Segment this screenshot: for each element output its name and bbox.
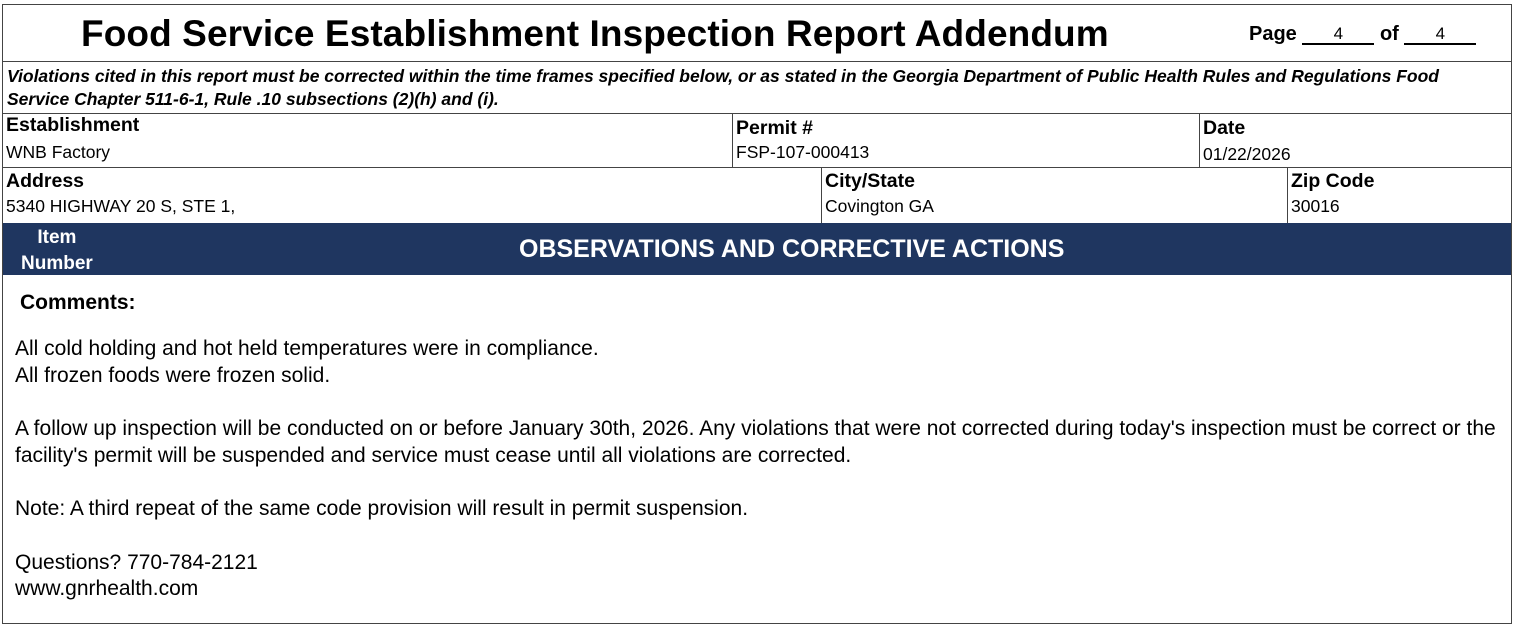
of-label: of <box>1379 23 1399 45</box>
page-label: Page <box>1249 23 1297 45</box>
zip-label: Zip Code <box>1291 170 1375 192</box>
report-form <box>2 4 1512 624</box>
permit-value: FSP-107-000413 <box>736 142 870 162</box>
comments-paragraph-4 <box>15 550 1505 603</box>
city-state-cell <box>821 167 1287 223</box>
permit-label: Permit # <box>736 117 813 139</box>
comments-body <box>15 336 1505 630</box>
address-label: Address <box>6 170 85 192</box>
address-cell <box>3 167 821 223</box>
comments-paragraph-3: Note: A third repeat of the same code provision will result in permit suspension. <box>15 497 749 520</box>
zip-value: 30016 <box>1291 196 1340 216</box>
establishment-label: Establishment <box>6 114 140 136</box>
phone-line: Questions? 770-784-2121 <box>15 550 258 574</box>
zip-cell <box>1287 167 1511 223</box>
date-label: Date <box>1203 117 1246 139</box>
city-state-label: City/State <box>825 170 915 192</box>
date-cell <box>1199 113 1511 167</box>
report-title: Food Service Establishment Inspection Report Addendum <box>81 13 1109 54</box>
comment-line: All cold holding and hot held temperatures were in compliance. <box>15 337 599 360</box>
city-state-value: Covington GA <box>825 196 934 216</box>
establishment-row <box>3 113 1511 168</box>
website-line: www.gnrhealth.com <box>15 577 199 600</box>
address-row <box>3 167 1511 223</box>
date-value: 01/22/2026 <box>1203 144 1291 164</box>
comment-line: All frozen foods were frozen solid. <box>15 363 331 387</box>
establishment-value: WNB Factory <box>6 142 111 162</box>
permit-cell <box>732 113 1199 167</box>
observations-header-band <box>3 223 1511 275</box>
item-number-header <box>21 225 93 277</box>
comments-paragraph-1 <box>15 336 1505 389</box>
comments-paragraph-2: A follow up inspection will be conducted on or before January 30th, 2026. Any violations that were not corrected during today's inspection must be correct or the facility's permit will be suspended and service must cease until all violations are corrected. <box>15 417 1496 467</box>
report-header <box>3 5 1511 62</box>
intro-text: Violations cited in this report must be corrected within the time frames specified below, or as stated in the Georgia Department of Public Health Rules and Regulations Food Service Chapter 511-6-1, Rule .10 subsections (2)(h) and (i). <box>7 66 1440 109</box>
intro-notice <box>3 61 1511 114</box>
address-value: 5340 HIGHWAY 20 S, STE 1, <box>6 196 236 216</box>
observations-title: OBSERVATIONS AND CORRECTIVE ACTIONS <box>519 235 1065 263</box>
establishment-cell <box>3 113 732 167</box>
page-total: 4 <box>1404 25 1476 45</box>
page-number <box>1249 23 1476 46</box>
page-current: 4 <box>1302 25 1374 45</box>
item-header-line1: Item <box>37 227 77 248</box>
comments-heading: Comments: <box>20 291 136 314</box>
item-header-line2: Number <box>21 253 93 274</box>
